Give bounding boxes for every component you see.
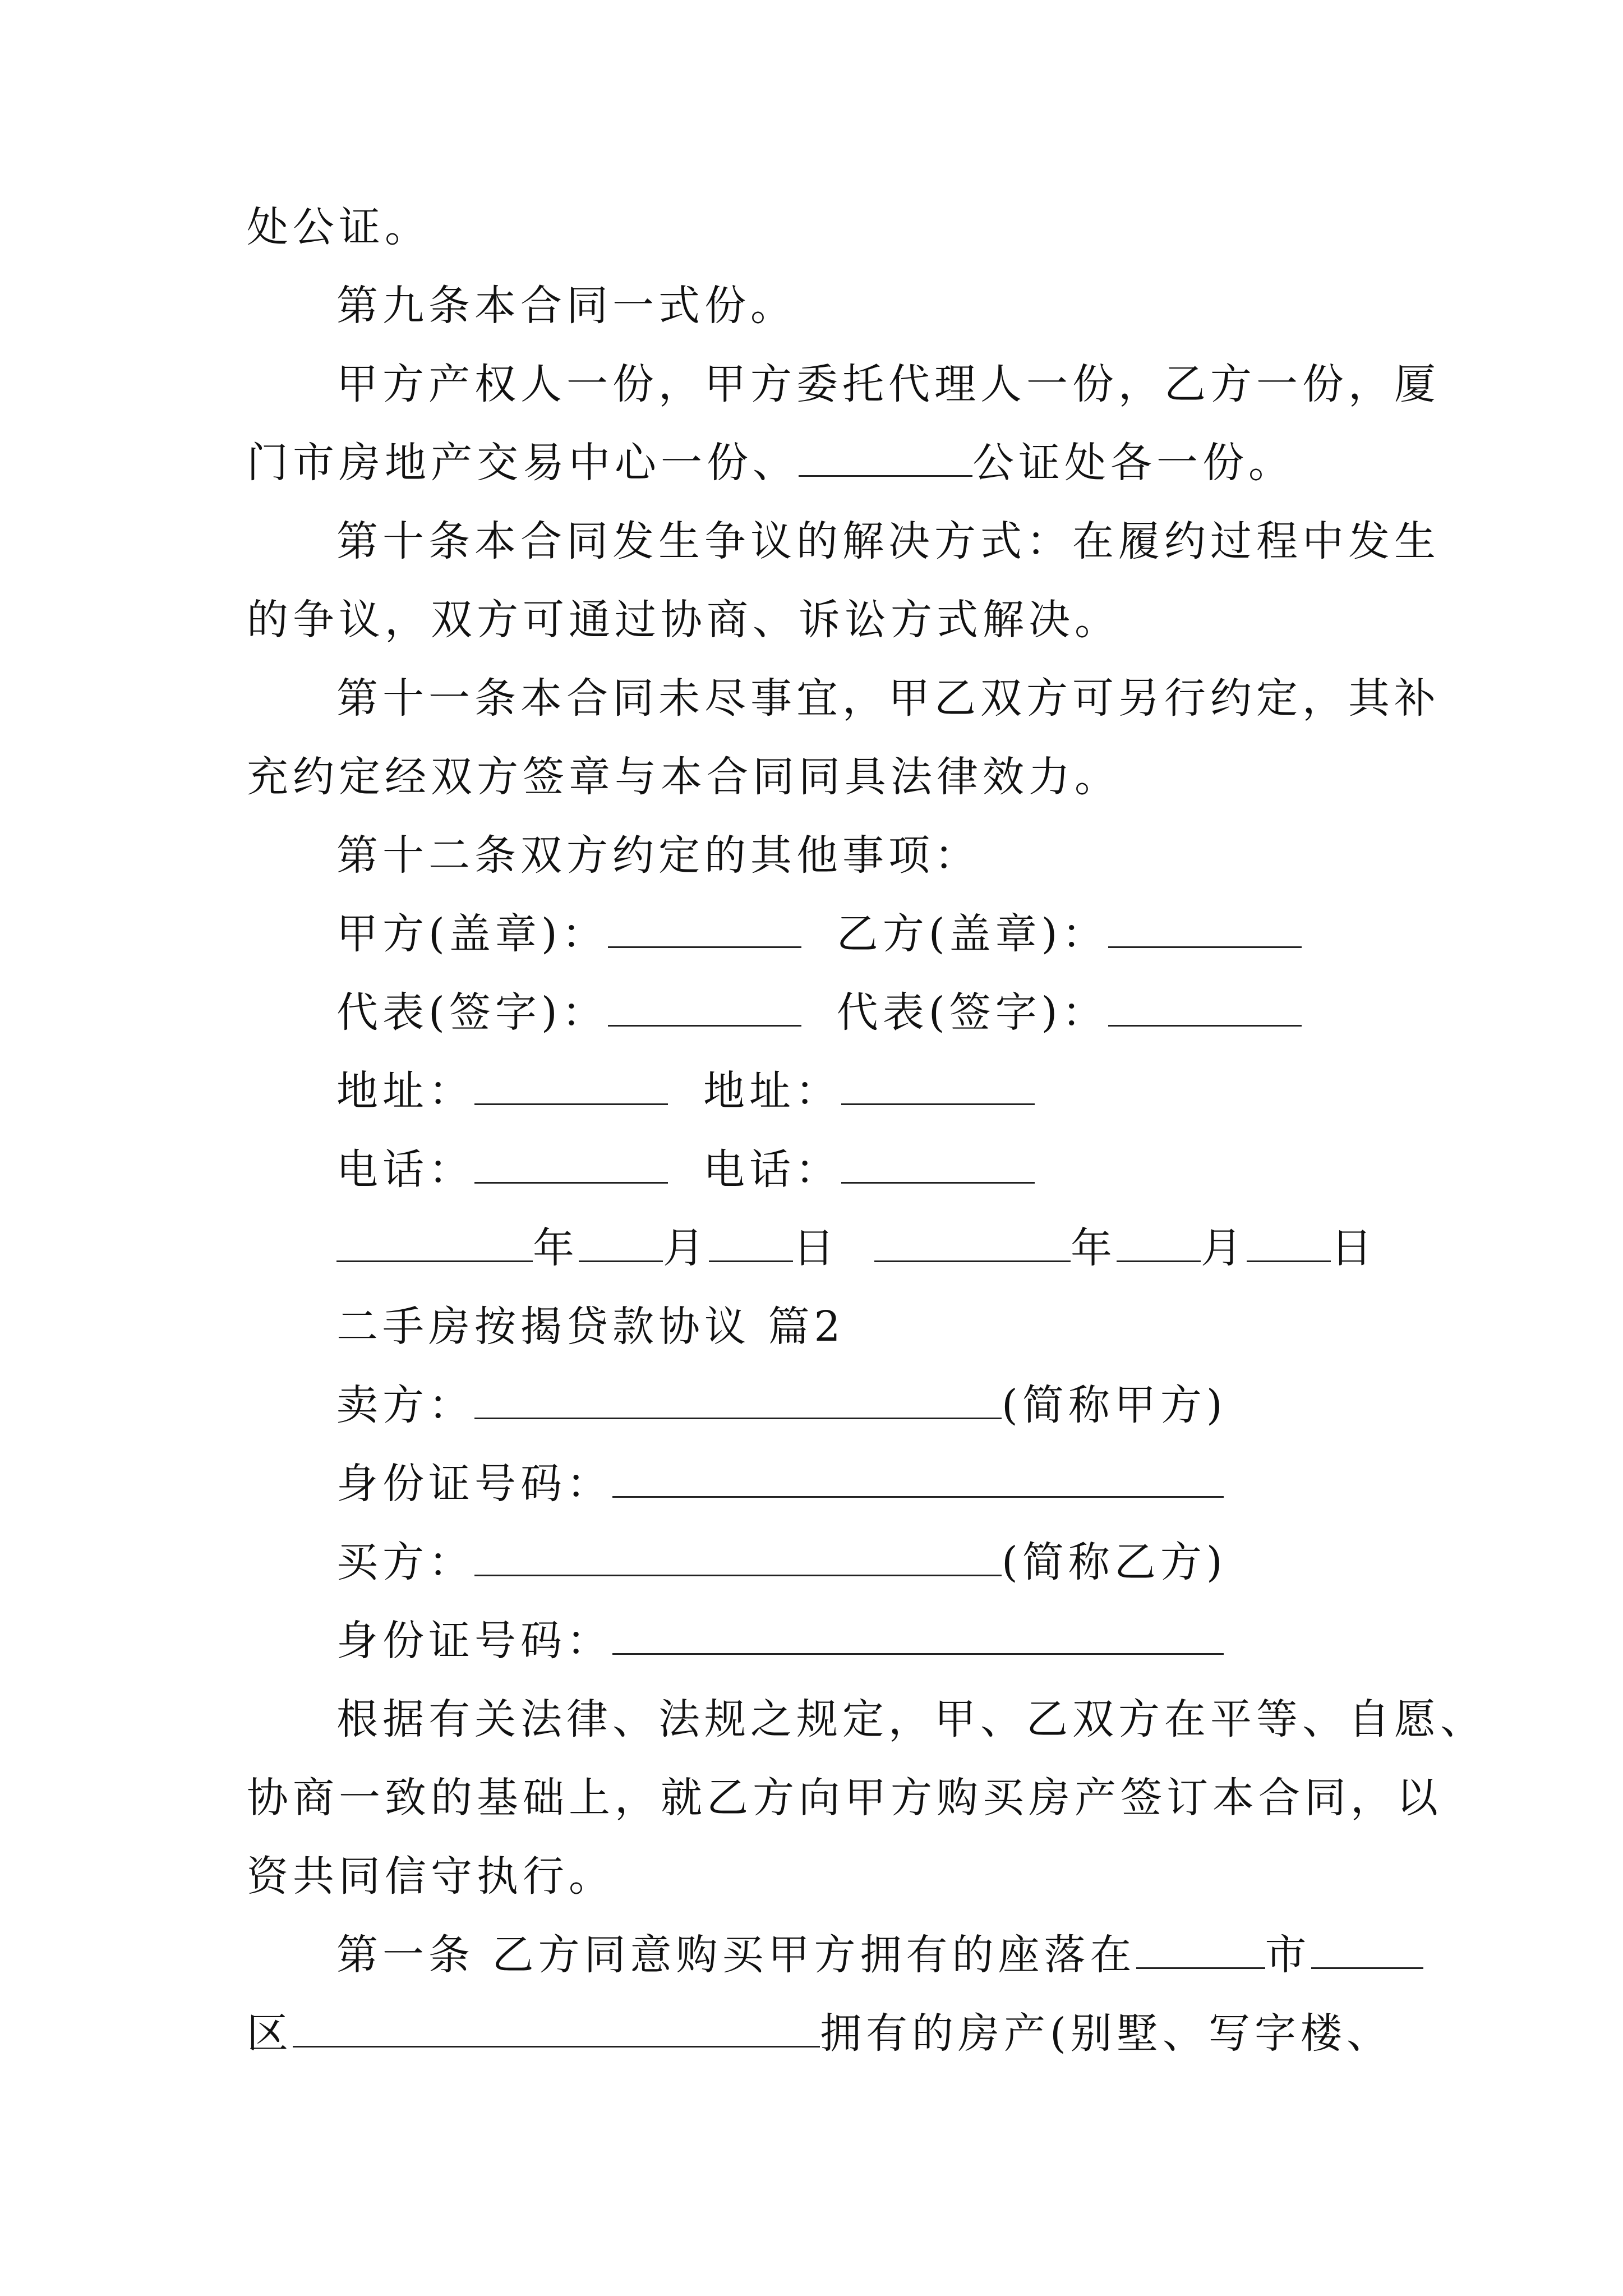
text-line: 的争议，双方可通过协商、诉讼方式解决。 bbox=[247, 596, 1121, 644]
article-1 bbox=[336, 1927, 1423, 1983]
month-label: 月 bbox=[1201, 1224, 1247, 1272]
text-line: 甲方产权人一份，甲方委托代理人一份，乙方一份，厦 bbox=[336, 360, 1440, 408]
party-a-seal-label: 甲方(盖章)： bbox=[336, 910, 608, 958]
rep-b-blank bbox=[1108, 988, 1302, 1027]
rep-b-label: 代表(签字)： bbox=[836, 988, 1108, 1037]
address-a-blank bbox=[474, 1066, 668, 1105]
buyer-id-blank bbox=[612, 1616, 1224, 1655]
address-a-label: 地址： bbox=[336, 1067, 474, 1115]
text-line bbox=[247, 2005, 1393, 2062]
buyer-row bbox=[336, 1534, 1227, 1590]
article-10: 第十条本合同发生争议的解决方式：在履约过程中发生 bbox=[336, 517, 1440, 565]
text-fragment: 第一条 乙方同意购买甲方拥有的座落在 bbox=[336, 1931, 1136, 1979]
seller-row bbox=[336, 1377, 1227, 1433]
address-b-blank bbox=[841, 1066, 1035, 1105]
district-label: 区 bbox=[247, 2009, 293, 2058]
month-b-blank bbox=[1117, 1223, 1201, 1262]
article-11: 第十一条本合同未尽事宜，甲乙双方可另行约定，其补 bbox=[336, 674, 1440, 723]
signature-row-seal bbox=[336, 906, 1302, 962]
phone-a-label: 电话： bbox=[336, 1145, 474, 1194]
party-a-seal-blank bbox=[608, 909, 801, 948]
address-b-label: 地址： bbox=[703, 1067, 842, 1115]
month-a-blank bbox=[579, 1223, 663, 1262]
seller-label: 卖方： bbox=[336, 1381, 474, 1429]
text-line: 处公证。 bbox=[247, 203, 431, 251]
article-9: 第九条本合同一式份。 bbox=[336, 282, 796, 330]
text-line: 根据有关法律、法规之规定，甲、乙双方在平等、自愿、 bbox=[336, 1695, 1486, 1743]
text-fragment: 公证处各一份。 bbox=[972, 439, 1294, 487]
rep-a-label: 代表(签字)： bbox=[336, 988, 608, 1037]
buyer-label: 买方： bbox=[336, 1538, 474, 1586]
text-line: 充约定经双方签章与本合同同具法律效力。 bbox=[247, 753, 1121, 801]
buyer-id-row bbox=[336, 1613, 1224, 1669]
id-label: 身份证号码： bbox=[336, 1460, 612, 1508]
buyer-blank bbox=[474, 1538, 1002, 1576]
year-label: 年 bbox=[1071, 1224, 1117, 1272]
party-b-seal-blank bbox=[1108, 909, 1302, 948]
seller-suffix: (简称甲方) bbox=[1002, 1381, 1227, 1429]
date-row bbox=[336, 1220, 1377, 1276]
day-b-blank bbox=[1247, 1223, 1331, 1262]
day-label: 日 bbox=[1331, 1224, 1377, 1272]
seller-id-row bbox=[336, 1456, 1224, 1512]
day-label: 日 bbox=[793, 1224, 839, 1272]
phone-b-blank bbox=[841, 1145, 1035, 1184]
text-fragment: 门市房地产交易中心一份、 bbox=[247, 439, 799, 487]
buyer-suffix: (简称乙方) bbox=[1002, 1538, 1227, 1586]
signature-row-address bbox=[336, 1063, 1035, 1119]
party-b-seal-label: 乙方(盖章)： bbox=[836, 910, 1108, 958]
text-line: 协商一致的基础上，就乙方向甲方购买房产签订本合同，以 bbox=[247, 1774, 1442, 1822]
city-blank bbox=[1136, 1930, 1265, 1969]
phone-a-blank bbox=[474, 1145, 668, 1184]
section-title: 二手房按揭贷款协议 篇2 bbox=[336, 1303, 845, 1351]
seller-blank bbox=[474, 1381, 1002, 1419]
article-12: 第十二条双方约定的其他事项： bbox=[336, 831, 980, 880]
text-line bbox=[247, 435, 1294, 491]
year-label: 年 bbox=[533, 1224, 579, 1272]
district-blank bbox=[1311, 1930, 1423, 1969]
id-label: 身份证号码： bbox=[336, 1617, 612, 1665]
year-b-blank bbox=[874, 1223, 1071, 1262]
seller-id-blank bbox=[612, 1459, 1224, 1498]
notary-blank bbox=[799, 438, 972, 477]
month-label: 月 bbox=[663, 1224, 709, 1272]
address-blank bbox=[293, 2009, 820, 2047]
rep-a-blank bbox=[608, 988, 801, 1027]
text-fragment: 拥有的房产(别墅、写字楼、 bbox=[820, 2009, 1393, 2058]
text-line: 资共同信守执行。 bbox=[247, 1852, 615, 1901]
city-label: 市 bbox=[1265, 1931, 1311, 1979]
year-a-blank bbox=[336, 1223, 533, 1262]
phone-b-label: 电话： bbox=[703, 1145, 842, 1194]
signature-row-phone bbox=[336, 1142, 1035, 1198]
signature-row-rep bbox=[336, 984, 1302, 1041]
day-a-blank bbox=[709, 1223, 793, 1262]
